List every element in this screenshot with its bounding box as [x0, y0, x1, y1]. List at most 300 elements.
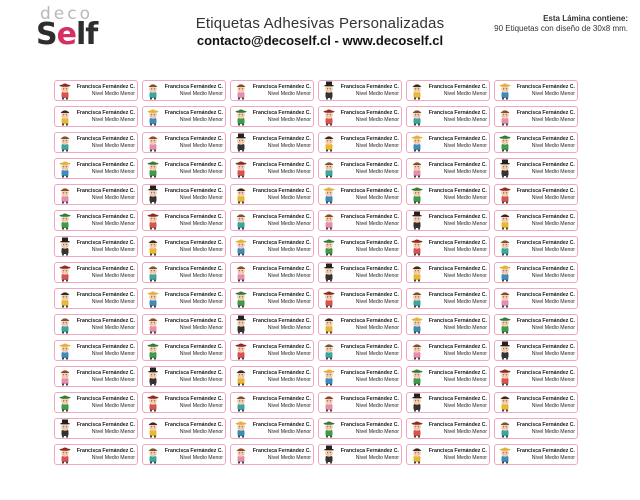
- name-label: [318, 314, 402, 335]
- name-label: [142, 340, 226, 361]
- girl-red-icon: [57, 263, 73, 282]
- label-text: [513, 448, 575, 461]
- label-name: Francisca Fernández C.: [340, 83, 399, 90]
- label-name: Francisca Fernández C.: [340, 291, 399, 298]
- name-label: [230, 132, 314, 153]
- label-level: Nivel Medio Menor: [355, 324, 399, 331]
- label-level: Nivel Medio Menor: [443, 350, 487, 357]
- label-name: Francisca Fernández C.: [76, 395, 135, 402]
- label-text: [73, 214, 135, 227]
- label-name: Francisca Fernández C.: [76, 421, 135, 428]
- label-name: Francisca Fernández C.: [252, 369, 311, 376]
- label-name: Francisca Fernández C.: [428, 109, 487, 116]
- girl-teal-icon: [233, 393, 249, 412]
- label-text: [73, 84, 135, 97]
- name-label: [318, 340, 402, 361]
- boy-green-icon: [145, 159, 161, 178]
- boy-green-icon: [409, 185, 425, 204]
- name-label: [54, 366, 138, 387]
- boy-sunhat-icon: [497, 445, 513, 464]
- name-label: [406, 444, 490, 465]
- label-text: [425, 214, 487, 227]
- label-text: [337, 84, 399, 97]
- label-text: [337, 266, 399, 279]
- kid-bee-icon: [233, 367, 249, 386]
- girl-pink-icon: [57, 185, 73, 204]
- label-level: Nivel Medio Menor: [531, 116, 575, 123]
- label-name: Francisca Fernández C.: [516, 135, 575, 142]
- name-label: [318, 262, 402, 283]
- label-level: Nivel Medio Menor: [91, 194, 135, 201]
- label-text: [249, 318, 311, 331]
- label-level: Nivel Medio Menor: [91, 246, 135, 253]
- name-label: [142, 366, 226, 387]
- boy-tophat-icon: [321, 81, 337, 100]
- boy-sunhat-icon: [497, 263, 513, 282]
- label-name: Francisca Fernández C.: [340, 447, 399, 454]
- label-text: [73, 110, 135, 123]
- label-level: Nivel Medio Menor: [267, 168, 311, 175]
- label-name: Francisca Fernández C.: [164, 395, 223, 402]
- logo-self-text: Self: [36, 17, 98, 52]
- kid-bee-icon: [145, 419, 161, 438]
- label-level: Nivel Medio Menor: [355, 116, 399, 123]
- label-text: [425, 136, 487, 149]
- name-label: [406, 210, 490, 231]
- label-name: Francisca Fernández C.: [76, 213, 135, 220]
- label-text: [513, 110, 575, 123]
- girl-pink-icon: [321, 393, 337, 412]
- label-text: [513, 136, 575, 149]
- label-name: Francisca Fernández C.: [252, 317, 311, 324]
- label-text: [73, 188, 135, 201]
- girl-red-icon: [409, 419, 425, 438]
- label-name: Francisca Fernández C.: [252, 239, 311, 246]
- label-level: Nivel Medio Menor: [179, 246, 223, 253]
- label-level: Nivel Medio Menor: [355, 350, 399, 357]
- name-label: [406, 262, 490, 283]
- label-level: Nivel Medio Menor: [531, 298, 575, 305]
- label-name: Francisca Fernández C.: [428, 317, 487, 324]
- label-level: Nivel Medio Menor: [531, 350, 575, 357]
- name-label: [54, 158, 138, 179]
- label-level: Nivel Medio Menor: [531, 142, 575, 149]
- label-text: [73, 448, 135, 461]
- label-text: [513, 292, 575, 305]
- boy-sunhat-icon: [321, 367, 337, 386]
- boy-green-icon: [57, 393, 73, 412]
- kid-bee-icon: [145, 237, 161, 256]
- label-name: Francisca Fernández C.: [164, 317, 223, 324]
- label-level: Nivel Medio Menor: [267, 350, 311, 357]
- label-name: Francisca Fernández C.: [252, 213, 311, 220]
- name-label: [230, 80, 314, 101]
- boy-tophat-icon: [145, 185, 161, 204]
- label-name: Francisca Fernández C.: [428, 83, 487, 90]
- label-text: [513, 266, 575, 279]
- girl-teal-icon: [497, 419, 513, 438]
- label-name: Francisca Fernández C.: [516, 109, 575, 116]
- label-level: Nivel Medio Menor: [267, 116, 311, 123]
- kid-bee-icon: [497, 211, 513, 230]
- name-label: [230, 444, 314, 465]
- name-label: [230, 106, 314, 127]
- boy-sunhat-icon: [321, 185, 337, 204]
- label-name: Francisca Fernández C.: [516, 421, 575, 428]
- name-label: [494, 132, 578, 153]
- name-label: [318, 444, 402, 465]
- label-level: Nivel Medio Menor: [179, 220, 223, 227]
- label-text: [425, 162, 487, 175]
- label-name: Francisca Fernández C.: [252, 135, 311, 142]
- label-name: Francisca Fernández C.: [428, 291, 487, 298]
- boy-sunhat-icon: [57, 341, 73, 360]
- name-label: [406, 132, 490, 153]
- label-name: Francisca Fernández C.: [252, 291, 311, 298]
- kid-bee-icon: [57, 107, 73, 126]
- contact-line: contacto@decoself.cl - www.decoself.cl: [196, 33, 444, 48]
- name-label: [406, 80, 490, 101]
- label-name: Francisca Fernández C.: [164, 421, 223, 428]
- label-name: Francisca Fernández C.: [252, 447, 311, 454]
- label-name: Francisca Fernández C.: [252, 395, 311, 402]
- label-text: [425, 292, 487, 305]
- name-label: [406, 366, 490, 387]
- label-level: Nivel Medio Menor: [531, 402, 575, 409]
- sheet-info-detail: 90 Etiquetas con diseño de 30x8 mm.: [494, 24, 628, 33]
- label-level: Nivel Medio Menor: [355, 298, 399, 305]
- label-text: [161, 240, 223, 253]
- label-level: Nivel Medio Menor: [443, 116, 487, 123]
- label-name: Francisca Fernández C.: [340, 265, 399, 272]
- name-label: [142, 444, 226, 465]
- label-text: [73, 240, 135, 253]
- label-name: Francisca Fernández C.: [428, 239, 487, 246]
- label-name: Francisca Fernández C.: [164, 265, 223, 272]
- name-label: [494, 80, 578, 101]
- label-name: Francisca Fernández C.: [516, 265, 575, 272]
- girl-teal-icon: [321, 159, 337, 178]
- label-level: Nivel Medio Menor: [91, 376, 135, 383]
- label-level: Nivel Medio Menor: [443, 272, 487, 279]
- label-name: Francisca Fernández C.: [516, 239, 575, 246]
- label-name: Francisca Fernández C.: [76, 317, 135, 324]
- boy-tophat-icon: [497, 159, 513, 178]
- boy-tophat-icon: [145, 367, 161, 386]
- label-level: Nivel Medio Menor: [267, 402, 311, 409]
- name-label: [494, 392, 578, 413]
- label-level: Nivel Medio Menor: [91, 220, 135, 227]
- label-text: [161, 344, 223, 357]
- label-level: Nivel Medio Menor: [355, 220, 399, 227]
- kid-bee-icon: [233, 185, 249, 204]
- name-label: [318, 80, 402, 101]
- name-label: [142, 210, 226, 231]
- label-level: Nivel Medio Menor: [443, 324, 487, 331]
- label-level: Nivel Medio Menor: [91, 142, 135, 149]
- label-text: [161, 396, 223, 409]
- label-text: [249, 214, 311, 227]
- label-text: [249, 344, 311, 357]
- label-name: Francisca Fernández C.: [76, 135, 135, 142]
- name-label: [230, 236, 314, 257]
- label-name: Francisca Fernández C.: [164, 239, 223, 246]
- label-name: Francisca Fernández C.: [340, 135, 399, 142]
- label-level: Nivel Medio Menor: [267, 272, 311, 279]
- boy-tophat-icon: [409, 393, 425, 412]
- label-level: Nivel Medio Menor: [531, 194, 575, 201]
- name-label: [230, 288, 314, 309]
- label-text: [337, 292, 399, 305]
- boy-sunhat-icon: [233, 419, 249, 438]
- label-level: Nivel Medio Menor: [179, 90, 223, 97]
- label-level: Nivel Medio Menor: [531, 90, 575, 97]
- label-text: [161, 318, 223, 331]
- name-label: [230, 184, 314, 205]
- name-label: [406, 340, 490, 361]
- label-text: [425, 448, 487, 461]
- label-level: Nivel Medio Menor: [443, 402, 487, 409]
- boy-sunhat-icon: [145, 289, 161, 308]
- boy-tophat-icon: [321, 445, 337, 464]
- label-level: Nivel Medio Menor: [91, 402, 135, 409]
- label-text: [337, 344, 399, 357]
- label-text: [73, 318, 135, 331]
- label-text: [337, 396, 399, 409]
- label-level: Nivel Medio Menor: [443, 298, 487, 305]
- label-level: Nivel Medio Menor: [91, 428, 135, 435]
- label-name: Francisca Fernández C.: [340, 109, 399, 116]
- label-level: Nivel Medio Menor: [355, 428, 399, 435]
- name-label: [142, 236, 226, 257]
- label-name: Francisca Fernández C.: [428, 369, 487, 376]
- label-text: [249, 110, 311, 123]
- girl-red-icon: [145, 393, 161, 412]
- label-text: [73, 136, 135, 149]
- label-text: [73, 422, 135, 435]
- label-name: Francisca Fernández C.: [164, 83, 223, 90]
- label-level: Nivel Medio Menor: [267, 376, 311, 383]
- girl-pink-icon: [409, 159, 425, 178]
- kid-bee-icon: [409, 445, 425, 464]
- label-name: Francisca Fernández C.: [252, 83, 311, 90]
- kid-bee-icon: [57, 289, 73, 308]
- label-name: Francisca Fernández C.: [516, 343, 575, 350]
- label-name: Francisca Fernández C.: [340, 239, 399, 246]
- name-label: [54, 184, 138, 205]
- label-level: Nivel Medio Menor: [443, 194, 487, 201]
- label-text: [73, 162, 135, 175]
- label-level: Nivel Medio Menor: [267, 428, 311, 435]
- label-text: [73, 266, 135, 279]
- girl-pink-icon: [321, 211, 337, 230]
- label-name: Francisca Fernández C.: [340, 343, 399, 350]
- girl-teal-icon: [321, 341, 337, 360]
- label-text: [425, 318, 487, 331]
- name-label: [54, 444, 138, 465]
- name-label: [494, 340, 578, 361]
- name-label: [54, 288, 138, 309]
- kid-bee-icon: [409, 263, 425, 282]
- name-label: [142, 262, 226, 283]
- girl-pink-icon: [57, 367, 73, 386]
- label-name: Francisca Fernández C.: [340, 317, 399, 324]
- label-name: Francisca Fernández C.: [516, 291, 575, 298]
- label-text: [161, 84, 223, 97]
- name-label: [54, 210, 138, 231]
- label-text: [513, 84, 575, 97]
- label-level: Nivel Medio Menor: [355, 246, 399, 253]
- label-text: [161, 266, 223, 279]
- boy-tophat-icon: [409, 211, 425, 230]
- label-name: Francisca Fernández C.: [164, 109, 223, 116]
- name-label: [230, 314, 314, 335]
- name-label: [318, 392, 402, 413]
- name-label: [494, 418, 578, 439]
- girl-pink-icon: [233, 445, 249, 464]
- label-name: Francisca Fernández C.: [252, 343, 311, 350]
- label-level: Nivel Medio Menor: [355, 168, 399, 175]
- label-level: Nivel Medio Menor: [443, 428, 487, 435]
- girl-pink-icon: [145, 133, 161, 152]
- name-label: [54, 132, 138, 153]
- boy-sunhat-icon: [233, 237, 249, 256]
- label-level: Nivel Medio Menor: [267, 246, 311, 253]
- girl-teal-icon: [145, 445, 161, 464]
- girl-red-icon: [321, 289, 337, 308]
- label-name: Francisca Fernández C.: [428, 161, 487, 168]
- name-label: [142, 158, 226, 179]
- label-name: Francisca Fernández C.: [164, 447, 223, 454]
- label-name: Francisca Fernández C.: [428, 187, 487, 194]
- name-label: [494, 314, 578, 335]
- label-name: Francisca Fernández C.: [164, 291, 223, 298]
- girl-teal-icon: [409, 289, 425, 308]
- label-level: Nivel Medio Menor: [179, 116, 223, 123]
- name-label: [318, 418, 402, 439]
- label-level: Nivel Medio Menor: [91, 116, 135, 123]
- name-label: [494, 366, 578, 387]
- name-label: [406, 236, 490, 257]
- name-label: [142, 184, 226, 205]
- girl-red-icon: [145, 211, 161, 230]
- label-level: Nivel Medio Menor: [443, 168, 487, 175]
- boy-sunhat-icon: [409, 315, 425, 334]
- label-text: [425, 422, 487, 435]
- boy-sunhat-icon: [497, 81, 513, 100]
- girl-teal-icon: [409, 107, 425, 126]
- label-level: Nivel Medio Menor: [91, 90, 135, 97]
- label-level: Nivel Medio Menor: [179, 298, 223, 305]
- name-label: [230, 340, 314, 361]
- name-label: [494, 210, 578, 231]
- girl-pink-icon: [409, 341, 425, 360]
- label-text: [161, 110, 223, 123]
- label-name: Francisca Fernández C.: [340, 187, 399, 194]
- label-text: [249, 162, 311, 175]
- boy-green-icon: [321, 419, 337, 438]
- label-name: Francisca Fernández C.: [164, 343, 223, 350]
- label-name: Francisca Fernández C.: [340, 161, 399, 168]
- label-text: [337, 136, 399, 149]
- name-label: [318, 210, 402, 231]
- boy-sunhat-icon: [145, 107, 161, 126]
- label-name: Francisca Fernández C.: [76, 343, 135, 350]
- label-level: Nivel Medio Menor: [443, 90, 487, 97]
- label-text: [425, 110, 487, 123]
- name-label: [406, 184, 490, 205]
- name-label: [406, 392, 490, 413]
- label-name: Francisca Fernández C.: [428, 395, 487, 402]
- name-label: [494, 158, 578, 179]
- girl-teal-icon: [233, 211, 249, 230]
- label-level: Nivel Medio Menor: [91, 350, 135, 357]
- label-text: [337, 110, 399, 123]
- girl-pink-icon: [497, 289, 513, 308]
- name-label: [318, 236, 402, 257]
- name-label: [230, 158, 314, 179]
- name-label: [54, 106, 138, 127]
- label-text: [513, 422, 575, 435]
- kid-bee-icon: [321, 133, 337, 152]
- label-name: Francisca Fernández C.: [516, 83, 575, 90]
- label-name: Francisca Fernández C.: [164, 369, 223, 376]
- label-name: Francisca Fernández C.: [428, 135, 487, 142]
- name-label: [318, 288, 402, 309]
- label-level: Nivel Medio Menor: [355, 454, 399, 461]
- label-text: [161, 292, 223, 305]
- name-label: [142, 314, 226, 335]
- name-label: [406, 106, 490, 127]
- label-name: Francisca Fernández C.: [340, 421, 399, 428]
- label-level: Nivel Medio Menor: [531, 324, 575, 331]
- girl-red-icon: [57, 445, 73, 464]
- label-text: [161, 136, 223, 149]
- label-text: [425, 240, 487, 253]
- name-label: [54, 392, 138, 413]
- label-level: Nivel Medio Menor: [355, 194, 399, 201]
- boy-green-icon: [321, 237, 337, 256]
- name-label: [494, 262, 578, 283]
- label-name: Francisca Fernández C.: [76, 447, 135, 454]
- boy-tophat-icon: [497, 341, 513, 360]
- label-text: [249, 292, 311, 305]
- label-name: Francisca Fernández C.: [76, 291, 135, 298]
- name-label: [54, 80, 138, 101]
- name-label: [230, 262, 314, 283]
- label-text: [249, 266, 311, 279]
- label-name: Francisca Fernández C.: [516, 317, 575, 324]
- label-name: Francisca Fernández C.: [340, 395, 399, 402]
- label-text: [513, 214, 575, 227]
- label-level: Nivel Medio Menor: [179, 142, 223, 149]
- label-name: Francisca Fernández C.: [516, 161, 575, 168]
- name-label: [54, 262, 138, 283]
- girl-teal-icon: [145, 81, 161, 100]
- label-level: Nivel Medio Menor: [179, 168, 223, 175]
- boy-sunhat-icon: [409, 133, 425, 152]
- label-text: [513, 188, 575, 201]
- label-level: Nivel Medio Menor: [91, 298, 135, 305]
- label-text: [337, 370, 399, 383]
- name-label: [142, 418, 226, 439]
- name-label: [54, 236, 138, 257]
- boy-sunhat-icon: [57, 159, 73, 178]
- girl-pink-icon: [233, 263, 249, 282]
- name-label: [318, 158, 402, 179]
- name-label: [494, 184, 578, 205]
- label-level: Nivel Medio Menor: [355, 272, 399, 279]
